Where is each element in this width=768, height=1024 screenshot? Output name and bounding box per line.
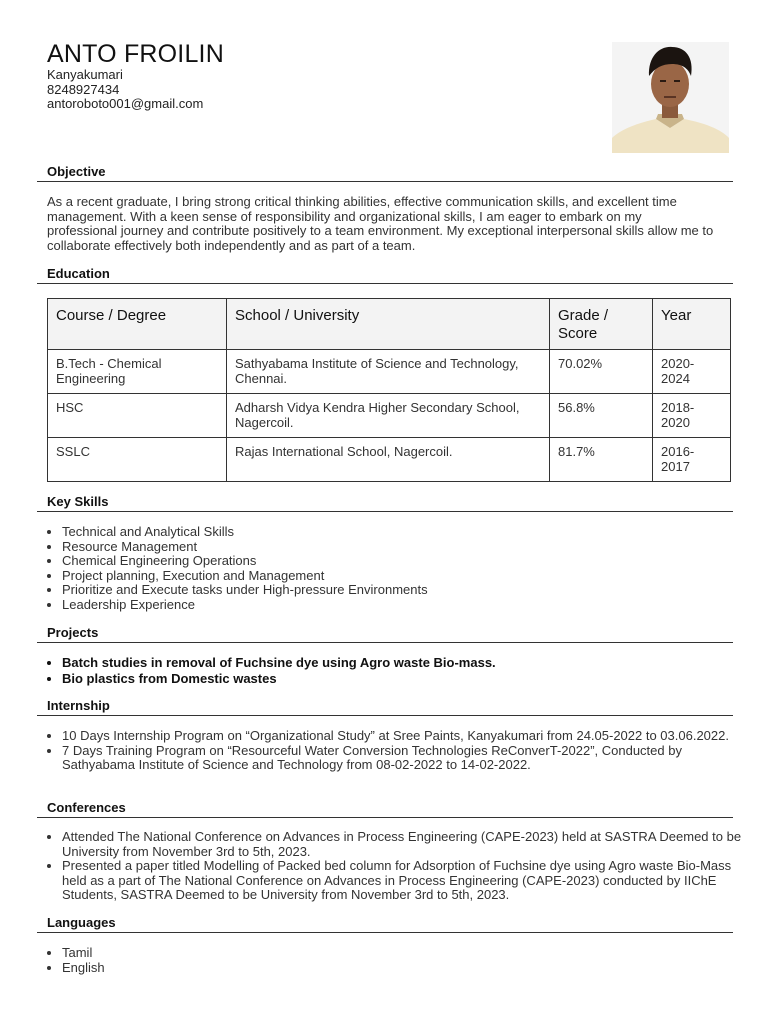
list-item: • Prioritize and Execute tasks under High-pressure Environments	[62, 583, 746, 598]
objective-text: As a recent graduate, I bring strong critical thinking abilities, effective communication skills, and excellent time management. With a keen sense of responsibility and organizational skills, I am eager to embark on my professional journey and contribute positively to a team environment. My exceptional interpersonal skills allow me to collaborate effectively both independently and as part of a team.	[47, 194, 714, 253]
education-grade: 70.02%	[550, 350, 653, 394]
list-item: • Batch studies in removal of Fuchsine dye using Agro waste Bio-mass.	[62, 655, 746, 671]
conferences-section	[37, 799, 733, 818]
candidate-name: ANTO FROILIN	[47, 40, 224, 68]
languages-list	[47, 946, 746, 975]
education-school: Sathyabama Institute of Science and Technology, Chennai.	[227, 350, 550, 394]
list-item: • English	[62, 961, 746, 976]
education-course: SSLC	[48, 438, 227, 482]
education-school: Adharsh Vidya Kendra Higher Secondary School, Nagercoil.	[227, 394, 550, 438]
candidate-location: Kanyakumari	[47, 67, 123, 82]
list-item: • Presented a paper titled Modelling of Packed bed column for Adsorption of Fuchsine dye using Agro waste Bio-Mass held as a part of The National Conference on Advances in Process Engineering (CAPE-2023) conducted by IIChE Students, SASTRA Deemed to be University from November 3rd to 5th, 2023.	[62, 859, 746, 903]
education-course: HSC	[48, 394, 227, 438]
list-item: • Project planning, Execution and Management	[62, 569, 746, 584]
candidate-email: antoroboto001@gmail.com	[47, 96, 204, 111]
list-item: • Leadership Experience	[62, 598, 746, 613]
list-item: • Bio plastics from Domestic wastes	[62, 671, 746, 687]
internship-section	[37, 697, 733, 716]
internship-list	[47, 729, 746, 773]
conferences-list	[47, 830, 746, 903]
profile-photo	[612, 42, 729, 153]
education-grade: 81.7%	[550, 438, 653, 482]
list-item: • Technical and Analytical Skills	[62, 525, 746, 540]
education-section	[37, 265, 733, 284]
education-header-row	[48, 299, 731, 350]
list-item: • Attended The National Conference on Advances in Process Engineering (CAPE-2023) held at SASTRA Deemed to be University from November 3rd to 5th, 2023.	[62, 830, 746, 859]
education-grade: 56.8%	[550, 394, 653, 438]
projects-heading: Projects	[37, 624, 733, 643]
education-year: 2018-2020	[653, 394, 731, 438]
table-row	[48, 394, 731, 438]
education-col-year: Year	[653, 299, 731, 350]
resume-header	[47, 40, 224, 112]
education-course: B.Tech - Chemical Engineering	[48, 350, 227, 394]
table-row	[48, 350, 731, 394]
education-col-course: Course / Degree	[48, 299, 227, 350]
candidate-phone: 8248927434	[47, 81, 120, 97]
table-row	[48, 438, 731, 482]
list-item: • Resource Management	[62, 540, 746, 555]
list-item: • 10 Days Internship Program on “Organizational Study” at Sree Paints, Kanyakumari from 24.05-2022 to 03.06.2022.	[62, 729, 746, 744]
objective-heading: Objective	[37, 163, 733, 182]
education-col-grade: Grade / Score	[550, 299, 653, 350]
projects-list	[47, 655, 746, 687]
education-col-school: School / University	[227, 299, 550, 350]
internship-heading: Internship	[37, 697, 733, 716]
list-item: • 7 Days Training Program on “Resourceful Water Conversion Technologies ReConverT-2022”, Conducted by Sathyabama Institute of Science and Technology from 08-02-2022 to 14-02-2022.	[62, 744, 746, 773]
skills-heading: Key Skills	[37, 493, 733, 512]
education-table	[47, 298, 731, 482]
education-heading: Education	[37, 265, 733, 284]
education-year: 2016-2017	[653, 438, 731, 482]
education-school: Rajas International School, Nagercoil.	[227, 438, 550, 482]
skills-section	[37, 493, 733, 512]
list-item: • Chemical Engineering Operations	[62, 554, 746, 569]
languages-section	[37, 914, 733, 933]
education-year: 2020-2024	[653, 350, 731, 394]
conferences-heading: Conferences	[37, 799, 733, 818]
skills-list	[47, 525, 746, 613]
languages-heading: Languages	[37, 914, 733, 933]
projects-section	[37, 624, 733, 643]
list-item: • Tamil	[62, 946, 746, 961]
objective-section	[37, 163, 733, 182]
